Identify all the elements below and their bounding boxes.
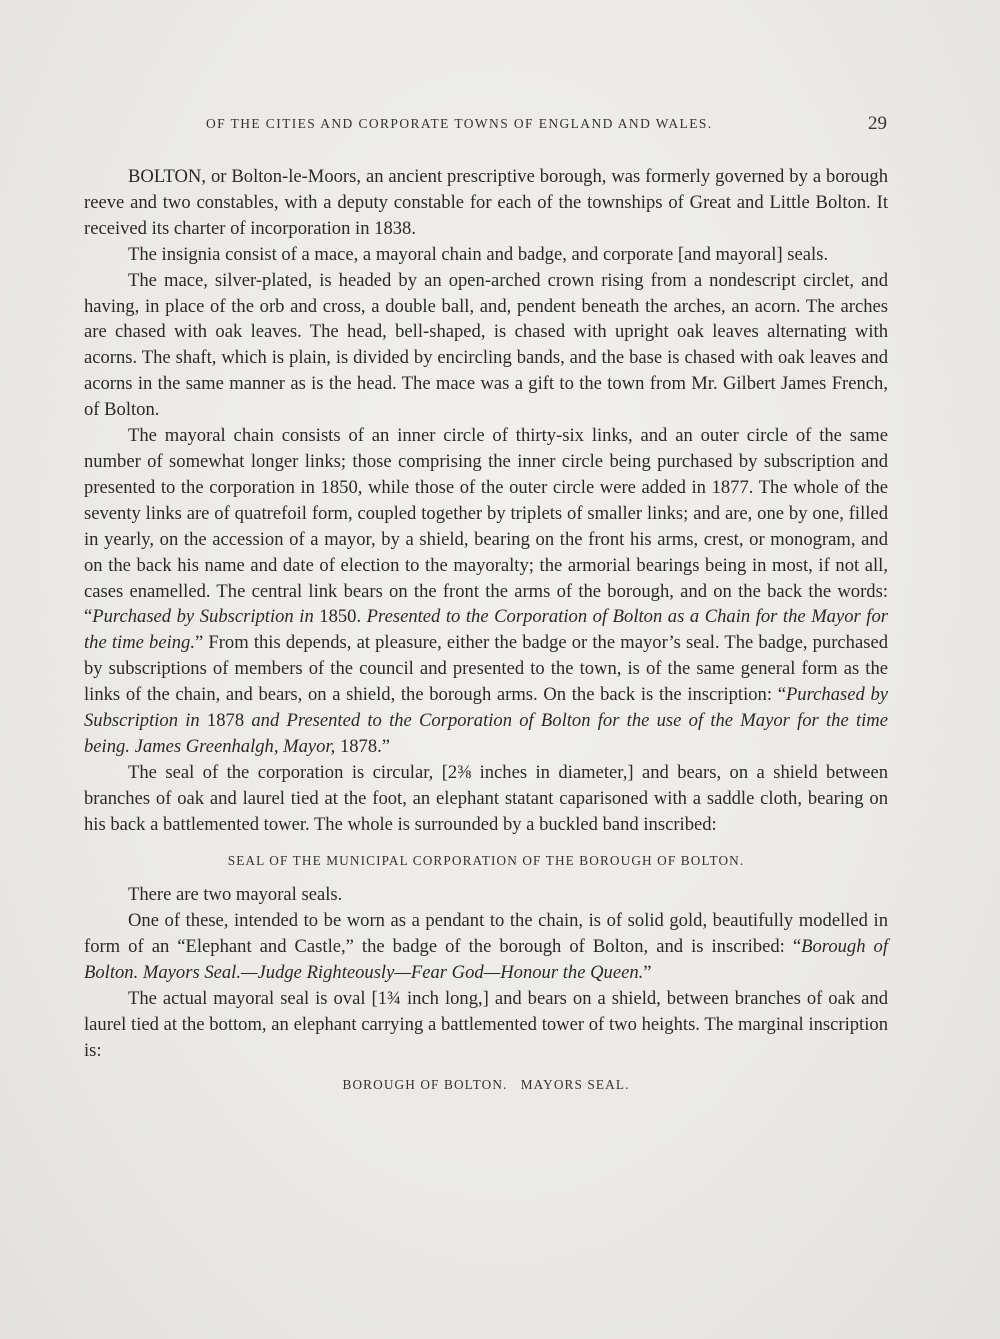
- chain-text-3: ” From this depends, at pleasure, either the badge or the mayor’s seal. The badge, purchased by subscriptions of members of the council and presented to the town, is of the same general form as the links of the chain, and bears, on a shield, the borough arms. On the back is the inscription: “: [84, 632, 888, 706]
- paragraph-bolton-intro: BOLTON, or Bolton-le-Moors, an ancient prescriptive borough, was formerly governed by a borough reeve and two constables, with a deputy constable for each of the townships of Great and Little Bolton. It received its charter of incorporation in 1838.: [84, 166, 888, 239]
- chain-italic-3: Purchased by Subscription in: [84, 684, 888, 732]
- paragraph-two-seals: There are two mayoral seals.: [128, 884, 343, 906]
- paragraph-mace: The mace, silver-plated, is headed by an open-arched crown rising from a nondescript circlet, and having, in place of the orb and cross, a double ball, and, pendent beneath the arches, an acorn. The arches are chased with oak leaves. The head, bell-shaped, is chased with upright oak leaves alternating with acorns. The shaft, which is plain, is divided by encircling bands, and the base is chased with oak leaves and acorns in the same manner as is the head. The mace was a gift to the town from Mr. Gilbert James French, of Bolton.: [84, 269, 888, 421]
- chain-text-5: 1878.”: [335, 735, 391, 757]
- pendant-italic: Borough of Bolton. Mayors Seal.—Judge Righteously—Fear God—Honour the Queen.: [84, 936, 889, 984]
- paragraph-actual-seal: The actual mayoral seal is oval [1¾ inch long,] and bears on a shield, between branches of oak and laurel tied at the bottom, an elephant carrying a battlemented tower of two heights. The marginal inscription is:: [84, 988, 888, 1061]
- mayors-seal-inscription: BOROUGH OF BOLTON. MAYORS SEAL.: [342, 1076, 630, 1092]
- seal-inscription: SEAL OF THE MUNICIPAL CORPORATION OF THE BOROUGH OF BOLTON.: [227, 852, 745, 868]
- chain-italic-1: Purchased by Subscription in: [92, 606, 314, 628]
- page-number: 29: [868, 113, 887, 134]
- paragraph-insignia: The insignia consist of a mace, a mayoral chain and badge, and corporate [and mayoral] seals.: [128, 243, 829, 265]
- running-head: OF THE CITIES AND CORPORATE TOWNS OF ENGLAND AND WALES.: [206, 116, 713, 131]
- paragraph-corporate-seal: The seal of the corporation is circular, [2⅜ inches in diameter,] and bears, on a shield between branches of oak and laurel tied at the foot, an elephant statant caparisoned with a saddle cloth, bearing on his back a battlemented tower. The whole is surrounded by a buckled band inscribed:: [84, 761, 888, 835]
- pendant-text-2: ”: [643, 962, 652, 984]
- chain-text-1: The mayoral chain consists of an inner circle of thirty-six links, and an outer circle of the same number of somewhat longer links; those comprising the inner circle being purchased by subscription and presented to the corporation in 1850, while those of the outer circle were added in 1877. The whole of the seventy links are of quatrefoil form, coupled together by triplets of smaller links; and are, one by one, filled in yearly, on the accession of a mayor, by a shield, bearing on the front his arms, crest, or monogram, and on the back his name and date of election to the mayoralty; the armorial bearings being in most, if not all, cases enamelled. The central link bears on the front the arms of the borough, and on the back the words: “: [84, 425, 888, 628]
- chain-text-4: 1878: [199, 710, 252, 732]
- chain-italic-4: and Presented to the Corporation of Bolton for the use of the Mayor for the time being. James Greenhalgh, Mayor,: [84, 710, 888, 757]
- chain-text-2: 1850.: [313, 606, 367, 628]
- pendant-text-1: One of these, intended to be worn as a pendant to the chain, is of solid gold, beautifully modelled in form of an “Elephant and Castle,” the badge of the borough of Bolton, and is inscribed: “: [84, 910, 888, 958]
- paragraph-mayoral-chain: [84, 423, 888, 760]
- body-text: [84, 164, 888, 1107]
- paragraph-gold-pendant: [84, 908, 888, 986]
- chain-italic-2: Presented to the Corporation of Bolton as a Chain for the Mayor for the time being.: [84, 606, 889, 654]
